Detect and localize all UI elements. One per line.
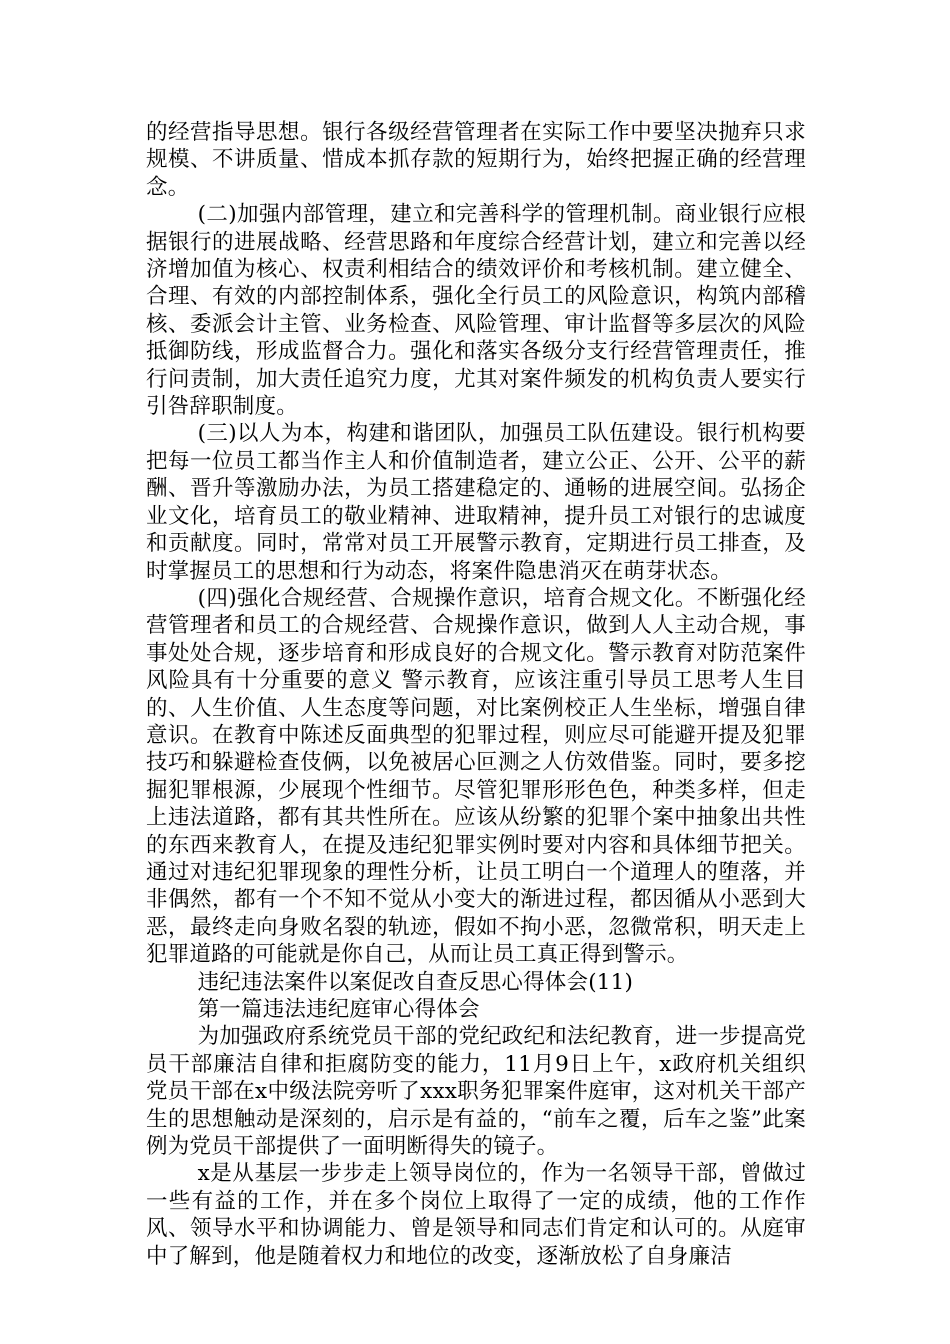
- paragraph-trial-intro: 为加强政府系统党员干部的党纪政纪和法纪教育，进一步提高党员干部廉洁自律和拒腐防变的能力，11月9日上午，x政府机关组织党员干部在x中级法院旁听了xxx职务犯罪案件庭审，这对机关干部产生的思想触动是深刻的，启示是有益的，“前车之覆，后车之鉴”此案例为党员干部提供了一面明断得失的镜子。: [146, 1024, 806, 1160]
- section-heading: 违纪违法案件以案促改自查反思心得体会(11): [197, 969, 634, 995]
- paragraph-team-building: (三)以人为本，构建和谐团队，加强员工队伍建设。银行机构要把每一位员工都当作主人和价值制造者，建立公正、公开、公平的薪酬、晋升等激励办法，为员工搭建稳定的、通畅的进展空间。弘扬企业文化，培育员工的敬业精神、进取精神，提升员工对银行的忠诚度和贡献度。同时，常常对员工开展警示教育，定期进行员工排查，及时掌握员工的思想和行为动态，将案件隐患消灭在萌芽状态。: [146, 421, 806, 584]
- paragraph-management-mechanism: (二)加强内部管理，建立和完善科学的管理机制。商业银行应根据银行的进展战略、经营思路和年度综合经营计划，建立和完善以经济增加值为核心、权责利相结合的绩效评价和考核机制。建立健全、合理、有效的内部控制体系，强化全行员工的风险意识，构筑内部稽核、委派会计主管、业务检查、风险管理、审计监督等多层次的风险抵御防线，形成监督合力。强化和落实各级分支行经营管理责任，推行问责制，加大责任追究力度，尤其对案件频发的机构负责人要实行引咎辞职制度。: [146, 202, 806, 420]
- paragraph-continuation: 的经营指导思想。银行各级经营管理者在实际工作中要坚决抛弃只求规模、不讲质量、惜成本抓存款的短期行为，始终把握正确的经营理念。: [146, 120, 806, 200]
- paragraph-compliance-culture: (四)强化合规经营、合规操作意识，培育合规文化。不断强化经营管理者和员工的合规经营、合规操作意识，做到人人主动合规，事事处处合规，逐步培育和形成良好的合规文化。警示教育对防范案件风险具有十分重要的意义 警示教育，应该注重引导员工思考人生目的、人生价值、人生态度等问题，对比案例校正人生坐标，增强自律意识。在教育中陈述反面典型的犯罪过程，则应尽可能避开提及犯罪技巧和躲避检查伎俩，以免被居心叵测之人仿效借鉴。同时，要多挖掘犯罪根源，少展现个性细节。尽管犯罪形形色色，种类多样，但走上违法道路，都有其共性所在。应该从纷繁的犯罪个案中抽象出共性的东西来教育人，在提及违纪犯罪实例时要对内容和具体细节把关。通过对违纪犯罪现象的理性分析，让员工明白一个道理人的堕落，并非偶然，都有一个不知不觉从小变大的渐进过程，都因循从小恶到大恶，最终走向身败名裂的轨迹，假如不拘小恶，忽微常积，明天走上犯罪道路的可能就是你自己，从而让员工真正得到警示。: [146, 585, 806, 968]
- paragraph-defendant-background: x是从基层一步步走上领导岗位的，作为一名领导干部，曾做过一些有益的工作，并在多个岗位上取得了一定的成绩，他的工作作风、领导水平和协调能力、曾是领导和同志们肯定和认可的。从庭审中了解到，他是随着权力和地位的改变，逐渐放松了自身廉洁: [146, 1161, 806, 1269]
- article-title: 第一篇违法违纪庭审心得体会: [197, 997, 480, 1022]
- document-page: [146, 119, 806, 1270]
